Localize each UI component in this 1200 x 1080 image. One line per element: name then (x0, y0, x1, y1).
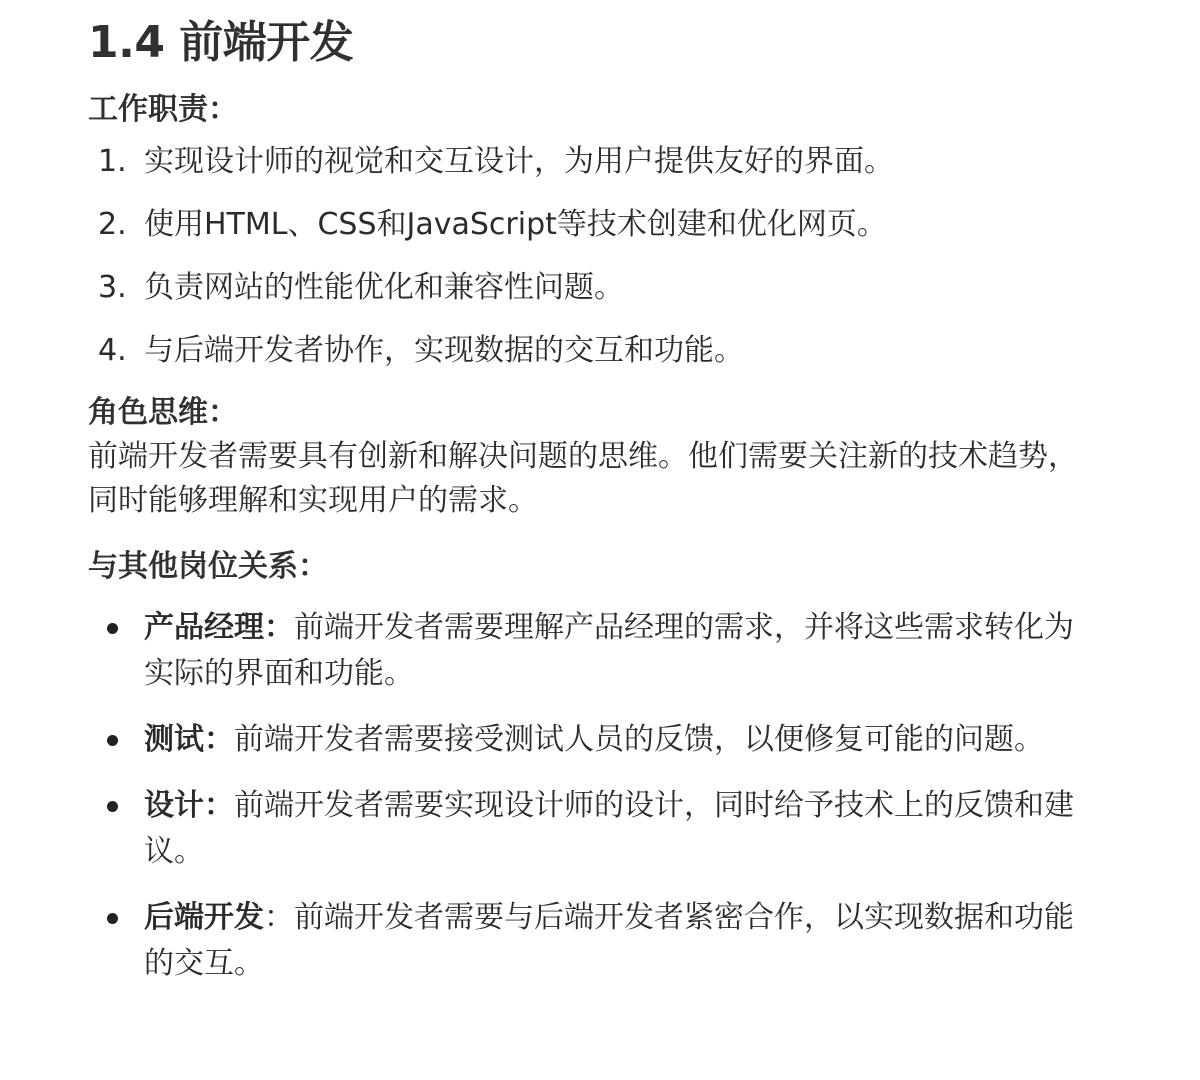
list-item-number: 2. (98, 207, 127, 242)
role-heading: 角色思维： (88, 395, 238, 430)
duties-list (88, 140, 1088, 373)
bullet-icon (107, 801, 118, 812)
bullet-icon (107, 623, 118, 634)
relation-text: 前端开发者需要理解产品经理的需求，并将这些需求转化为实际的界面和功能。 (144, 610, 1074, 691)
list-item-number: 1. (98, 144, 127, 179)
page-title: 1.4 前端开发 (88, 17, 354, 68)
role-paragraph: 前端开发者需要具有创新和解决问题的思维。他们需要关注新的技术趋势，同时能够理解和实现用户的需求。 (88, 439, 1078, 518)
list-item (88, 140, 1088, 184)
bullet-icon (107, 913, 118, 924)
relation-term: 产品经理： (144, 610, 294, 645)
list-item (88, 895, 1084, 987)
list-item-number: 4. (98, 333, 127, 368)
list-item-text: 实现设计师的视觉和交互设计，为用户提供友好的界面。 (144, 144, 894, 179)
list-item-text: 负责网站的性能优化和兼容性问题。 (144, 270, 624, 305)
relation-term: 后端开发 (144, 900, 264, 935)
list-item (88, 605, 1084, 697)
list-item-number: 3. (98, 270, 127, 305)
list-item (88, 717, 1084, 763)
relation-text: ：前端开发者需要与后端开发者紧密合作，以实现数据和功能的交互。 (144, 900, 1074, 981)
list-item (88, 266, 1088, 310)
list-item (88, 203, 1088, 247)
relation-text: 前端开发者需要接受测试人员的反馈，以便修复可能的问题。 (234, 722, 1044, 757)
list-item-text: 与后端开发者协作，实现数据的交互和功能。 (144, 333, 744, 368)
list-item (88, 783, 1084, 875)
list-item (88, 329, 1088, 373)
duties-heading: 工作职责： (88, 92, 238, 127)
document-page (88, 0, 1088, 1007)
list-item-text: 使用HTML、CSS和JavaScript等技术创建和优化网页。 (144, 207, 887, 242)
relations-list (88, 605, 1088, 987)
bullet-icon (107, 735, 118, 746)
relation-term: 测试： (144, 722, 234, 757)
relations-heading: 与其他岗位关系： (88, 549, 328, 584)
relation-term: 设计： (144, 788, 234, 823)
relation-text: 前端开发者需要实现设计师的设计，同时给予技术上的反馈和建议。 (144, 788, 1074, 869)
